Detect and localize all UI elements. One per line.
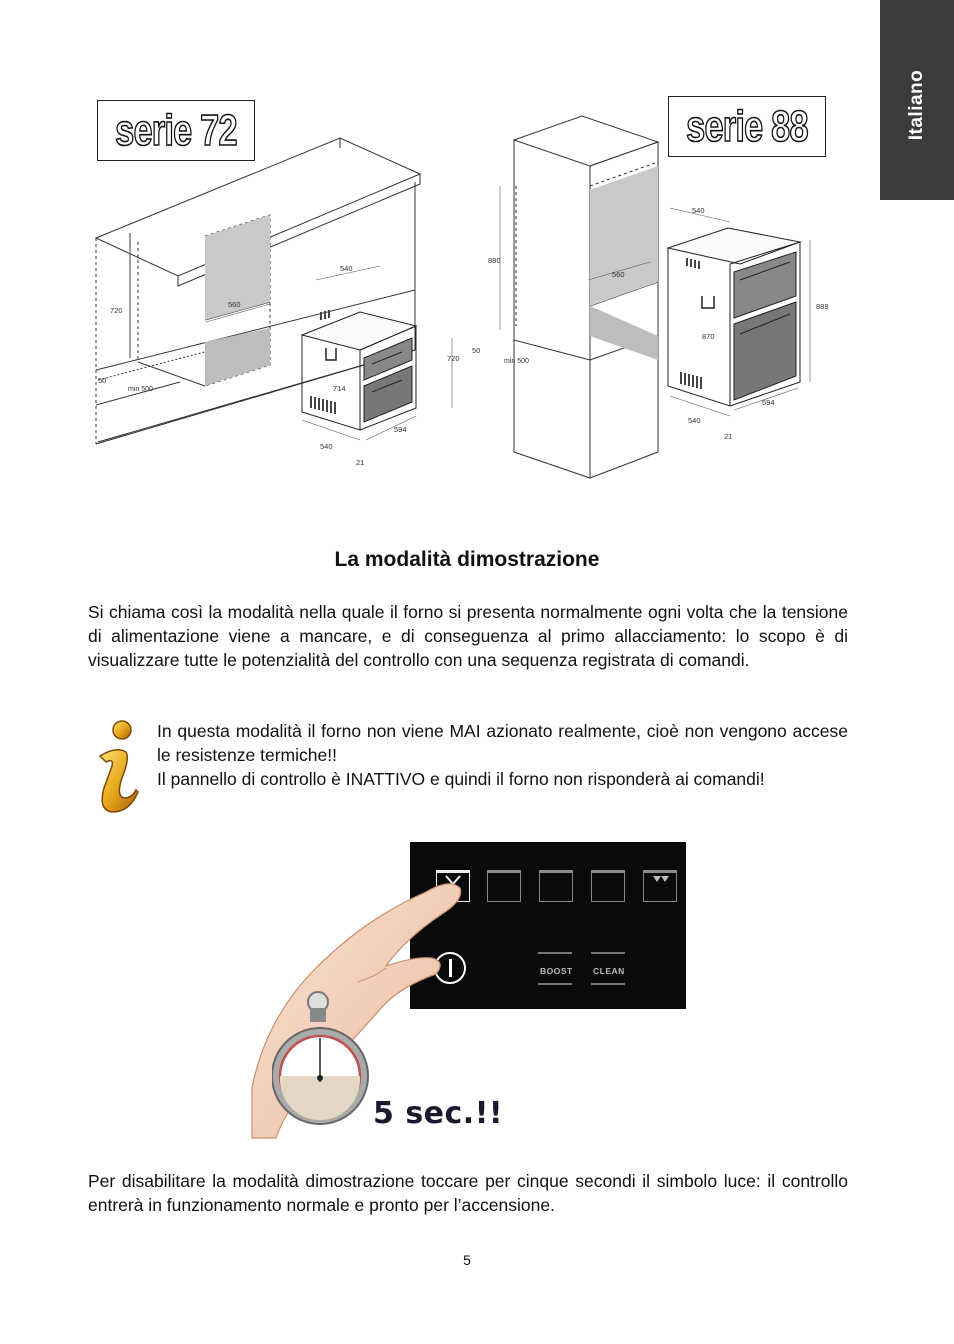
language-tab [880,0,954,200]
installation-diagram [90,90,850,490]
dim-label: 720 [110,306,123,315]
dim-label: 540 [320,442,333,451]
dim-label: 560 [612,270,625,279]
note-line-2: Il pannello di controllo è INATTIVO e quindi il forno non risponderà ai comandi! [157,769,765,789]
dim-label: 870 [702,332,715,341]
stopwatch-icon [272,990,372,1140]
dim-label: min 500 [504,358,529,365]
serie-88-label: serie 88 [668,96,826,157]
dim-label: 50 [98,376,107,385]
dim-label: min 500 [128,386,153,393]
diagram-drawing [90,90,850,490]
dim-label: 540 [692,206,705,215]
dim-label: 594 [762,398,775,407]
dim-label: 560 [228,300,241,309]
dim-label: 594 [394,425,407,434]
boost-button[interactable]: BOOST [540,966,573,976]
dim-label: 50 [472,346,481,355]
control-panel-illustration [246,838,696,1148]
intro-paragraph: Si chiama così la modalità nella quale il forno si presenta normalmente ogni volta che la tensione di alimentazione viene a mancare, e di conseguenza al primo allacciamento: lo scopo è di visualizzare tutte le potenzialità del controllo con una sequenza registrata di comandi. [88,602,848,670]
serie-72-label: serie 72 [97,100,255,161]
dim-label: 880 [488,256,501,265]
dim-label: 21 [724,432,733,441]
dim-label: 720 [447,354,460,363]
closing-paragraph: Per disabilitare la modalità dimostrazione toccare per cinque secondi il simbolo luce: il controllo entrerà in funzionamento normale e pronto per l’accensione. [88,1171,848,1215]
dim-label: 540 [688,416,701,425]
note-line-1: In questa modalità il forno non viene MAI azionato realmente, cioè non vengono accese le resistenze termiche!! [157,721,848,765]
timer-label: 5 sec.!! [373,1096,504,1131]
clean-button[interactable]: CLEAN [593,966,625,976]
page-number: 5 [463,1252,471,1268]
info-icon [86,718,142,814]
dim-label: 714 [333,384,346,393]
dim-label: 540 [340,264,353,273]
dim-label: 888 [816,302,829,311]
language-label: Italiano [906,69,927,141]
section-title: La modalità dimostrazione [334,548,600,571]
demo-note [157,719,848,791]
dim-label: 21 [356,458,365,467]
